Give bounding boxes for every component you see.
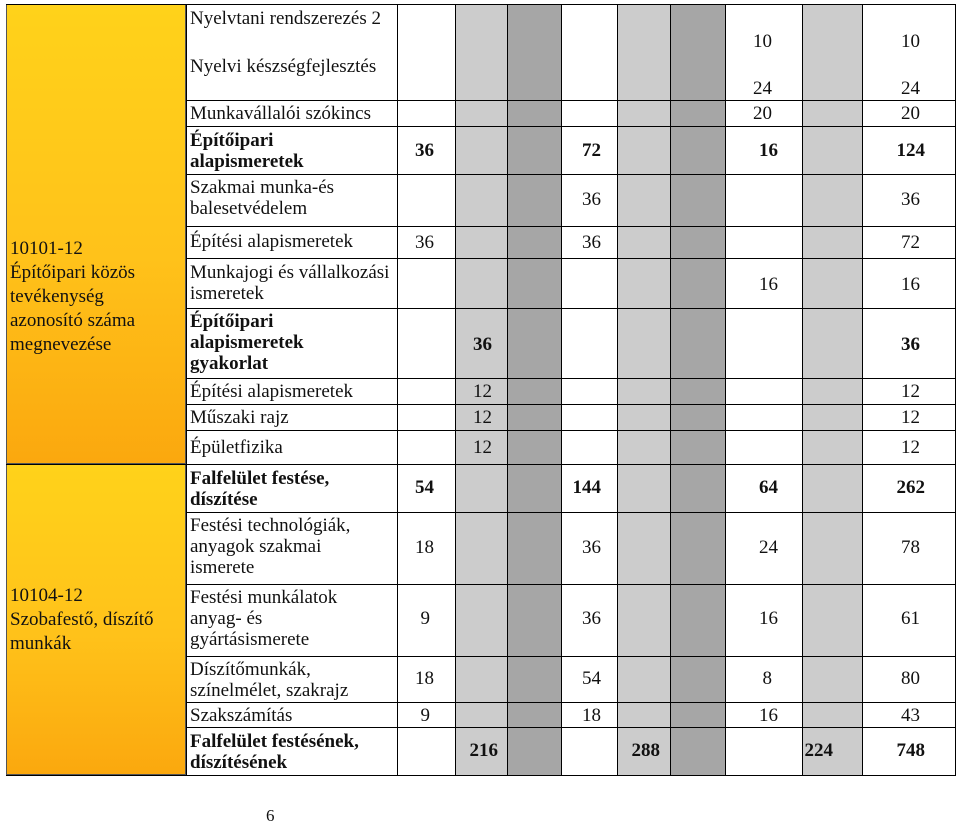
row-label: Díszítőmunkák, színelmélet, szakrajz: [190, 659, 349, 701]
row-label: Munkajogi és vállalkozási ismeretek: [190, 262, 390, 304]
row-value: 16: [759, 140, 778, 161]
row-value: 144: [572, 477, 601, 498]
row-value: 288: [631, 740, 660, 761]
row-value: 8: [762, 668, 772, 689]
row-total: 43: [901, 705, 920, 726]
row-value: 36: [415, 232, 434, 253]
row-total: 12: [901, 381, 920, 402]
row-value: 36: [473, 334, 492, 355]
row-value: 18: [582, 705, 601, 726]
row-total: 80: [901, 668, 920, 689]
row-total: 78: [901, 537, 920, 558]
row-label: Műszaki rajz: [190, 407, 289, 428]
row-label: Építőipari alapismeretek gyakorlat: [190, 311, 304, 374]
module-1-code: 10101-12: [10, 238, 83, 259]
row-value: 24: [759, 537, 778, 558]
row-total: 72: [901, 232, 920, 253]
row-label: Festési technológiák, anyagok szakmai ismerete: [190, 515, 351, 578]
row-label: Szakmai munka-és balesetvédelem: [190, 177, 335, 219]
row-label: Építési alapismeretek: [190, 231, 354, 252]
shade-col-4: [670, 4, 725, 775]
shade-col-3: [617, 4, 670, 775]
row-value: 16: [759, 274, 778, 295]
row-label: Munkavállalói szókincs: [190, 103, 371, 124]
row-value: 9: [420, 705, 430, 726]
row-value: 18: [415, 668, 434, 689]
row-label: Épületfizika: [190, 437, 283, 458]
row-value: 216: [469, 740, 498, 761]
row-value: 12: [473, 381, 492, 402]
row-value: 10: [753, 31, 772, 52]
module-2-name: Szobafestő, díszítő munkák: [10, 609, 154, 654]
row-value: 72: [582, 140, 601, 161]
row-total: 10: [901, 31, 920, 52]
row-value: 54: [415, 477, 434, 498]
row-value: 36: [582, 232, 601, 253]
row-total: 12: [901, 437, 920, 458]
row-value: 36: [582, 537, 601, 558]
row-label: Festési munkálatok anyag- és gyártásismerete: [190, 587, 338, 650]
module-1-name: Építőipari közös tevékenység azonosító száma megnevezése: [10, 262, 136, 355]
row-label: Építési alapismeretek: [190, 381, 354, 402]
row-value: 12: [473, 437, 492, 458]
row-total: 20: [901, 103, 920, 124]
module-2-text: [10, 584, 180, 656]
shade-col-5: [802, 4, 862, 775]
row-value: 16: [759, 705, 778, 726]
row-total: 124: [896, 140, 925, 161]
row-label: Szakszámítás: [190, 705, 293, 726]
row-value: 36: [582, 608, 601, 629]
row-value: 224: [804, 740, 833, 761]
row-total: 36: [901, 334, 920, 355]
row-total: 16: [901, 274, 920, 295]
row-total: 748: [896, 740, 925, 761]
page-number: 6: [266, 806, 275, 825]
row-total: 24: [901, 78, 920, 99]
row-value: 12: [473, 407, 492, 428]
row-label: Építőipari alapismeretek: [190, 130, 304, 172]
row-total: 36: [901, 189, 920, 210]
module-1-text: [10, 237, 180, 357]
row-total: 262: [896, 477, 925, 498]
row-value: 18: [415, 537, 434, 558]
row-label: Falfelület festésének, díszítésének: [190, 731, 359, 773]
row-value: 20: [753, 103, 772, 124]
row-total: 12: [901, 407, 920, 428]
module-block-1: [6, 4, 186, 464]
row-total: 61: [901, 608, 920, 629]
row-value: 64: [759, 477, 778, 498]
row-label: Falfelület festése, díszítése: [190, 468, 330, 510]
row-value: 54: [582, 668, 601, 689]
row-value: 36: [582, 189, 601, 210]
row-label: Nyelvtani rendszerezés 2: [190, 8, 381, 29]
row-value: 36: [415, 140, 434, 161]
row-value: 24: [753, 78, 772, 99]
module-2-code: 10104-12: [10, 585, 83, 606]
row-value: 9: [420, 608, 430, 629]
shade-col-2: [507, 4, 561, 775]
row-label: Nyelvi készségfejlesztés: [190, 56, 377, 77]
row-value: 16: [759, 608, 778, 629]
